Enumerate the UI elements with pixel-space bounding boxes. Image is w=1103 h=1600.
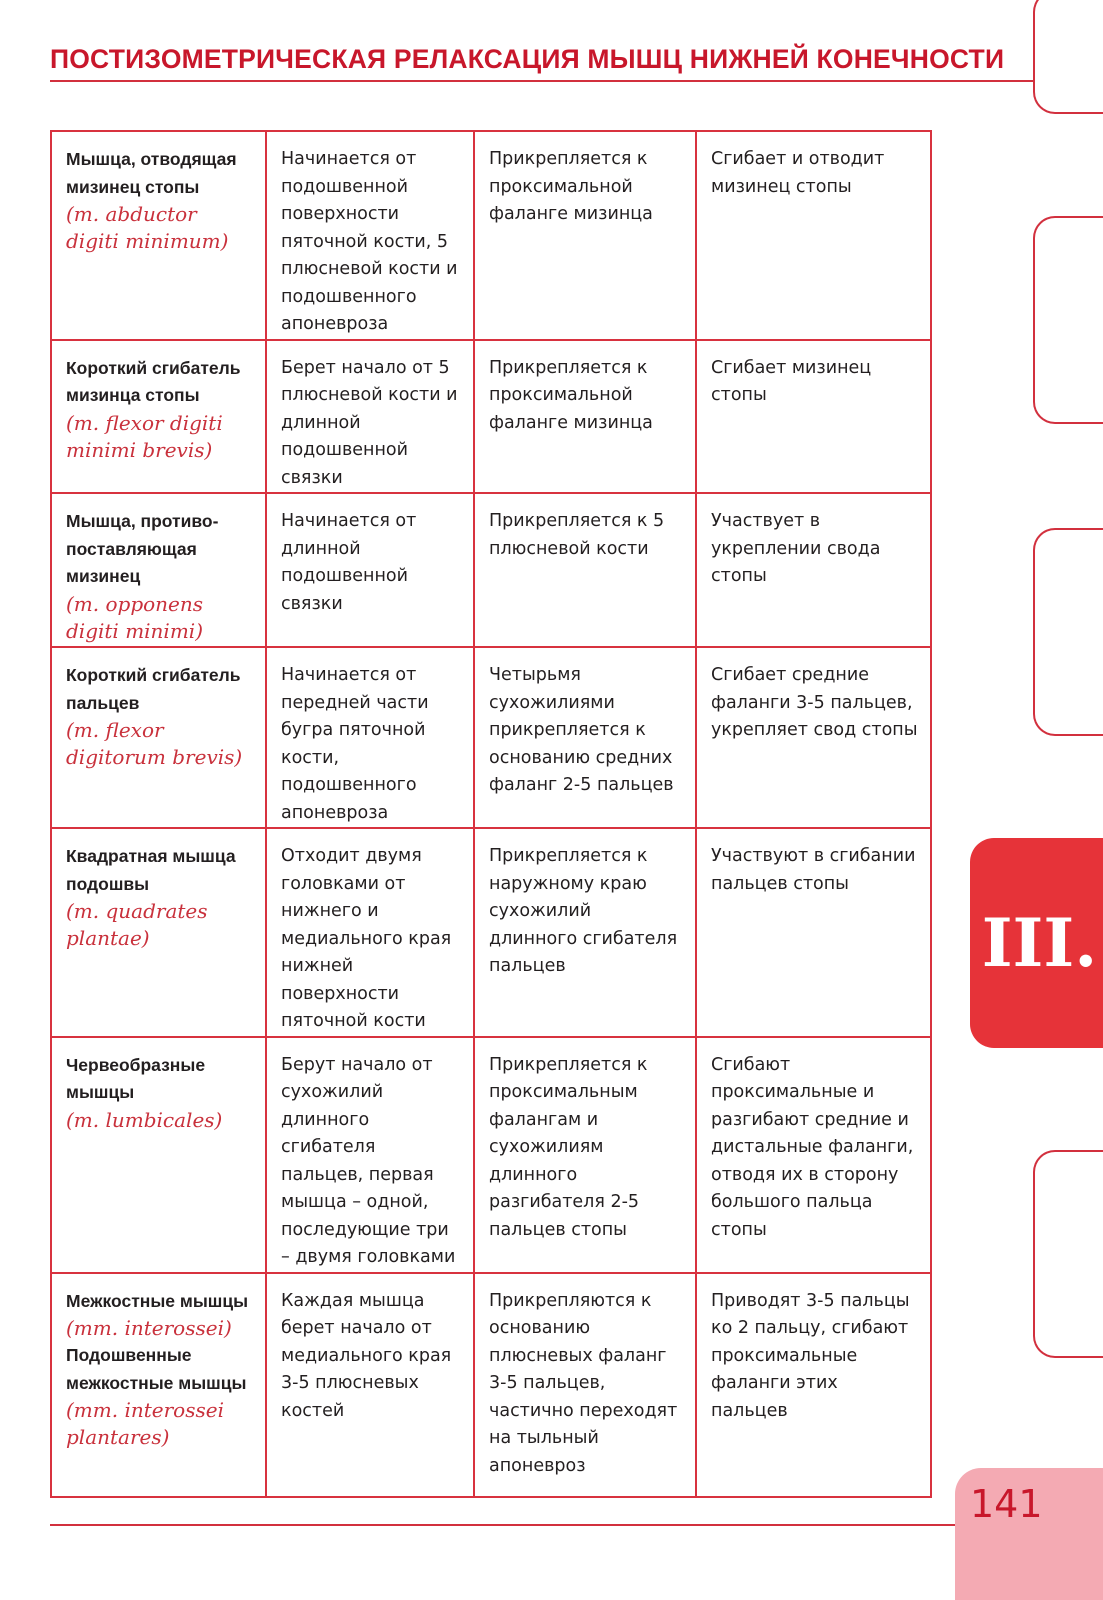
muscle-name-secondary: Подошвенные межкостные мышцы — [66, 1345, 247, 1393]
muscle-name: Червеобразные мышцы — [66, 1054, 206, 1102]
muscle-name: Межкостные мышцы — [66, 1290, 249, 1311]
muscle-latin-name: (m. abductor digiti minimum) — [66, 202, 229, 253]
muscle-latin-name: (m. lumbicales) — [66, 1107, 223, 1132]
muscle-latin-name: (m. quadrates plantae) — [66, 899, 208, 950]
muscle-name: Мышца, отводящая мизинец стопы — [66, 149, 237, 197]
muscle-name-cell — [51, 647, 266, 828]
muscle-name-cell — [51, 131, 266, 340]
muscle-name-cell — [51, 1273, 266, 1497]
table-row — [51, 1273, 931, 1497]
origin-cell: Берут начало от сухожилий длинного сгибателя пальцев, первая мышца – одной, последующие три – двумя головками — [266, 1037, 474, 1273]
side-tab-decoration — [1033, 0, 1103, 114]
muscle-name-cell — [51, 340, 266, 494]
side-tab-decoration — [1033, 528, 1103, 736]
origin-cell: Берет начало от 5 плюсневой кости и длинной подошвенной связки — [266, 340, 474, 494]
muscle-name: Квадратная мышца подошвы — [66, 846, 236, 894]
function-cell: Сгибает средние фаланги 3-5 пальцев, укрепляет свод стопы — [696, 647, 931, 828]
muscle-name-cell — [51, 828, 266, 1037]
side-tab-decoration — [1033, 1150, 1103, 1358]
origin-cell: Начинается от передней части бугра пяточной кости, подошвенного апоневроза — [266, 647, 474, 828]
table-row — [51, 1037, 931, 1273]
insertion-cell: Прикрепляются к основанию плюсневых фаланг 3-5 пальцев, частично переходят на тыльный апоневроз — [474, 1273, 696, 1497]
origin-cell: Отходит двумя головками от нижнего и медиального края нижней поверхности пяточной кости — [266, 828, 474, 1037]
insertion-cell: Прикрепляется к наружному краю сухожилий длинного сгибателя пальцев — [474, 828, 696, 1037]
function-cell: Приводят 3-5 пальцы ко 2 пальцу, сгибают проксимальные фаланги этих пальцев — [696, 1273, 931, 1497]
insertion-cell: Прикрепляется к проксимальной фаланге мизинца — [474, 131, 696, 340]
muscle-name: Короткий сгибатель мизинца стопы — [66, 357, 241, 405]
insertion-cell: Прикрепляется к проксимальной фаланге мизинца — [474, 340, 696, 494]
function-cell: Сгибает мизинец стопы — [696, 340, 931, 494]
page-number: 141 — [970, 1482, 1043, 1526]
muscle-latin-name: (m. flexor digiti minimi brevis) — [66, 410, 223, 462]
function-cell: Участвует в укреплении свода стопы — [696, 493, 931, 647]
function-cell: Сгибают проксимальные и разгибают средние и дистальные фаланги, отводя их в сторону большого пальца стопы — [696, 1037, 931, 1273]
table-row — [51, 340, 931, 494]
title-divider — [50, 80, 1035, 82]
function-cell: Сгибает и отводит мизинец стопы — [696, 131, 931, 340]
muscle-name-cell — [51, 493, 266, 647]
muscle-latin-name: (m. opponens digiti minimi) — [66, 591, 204, 643]
muscle-name: Короткий сгибатель пальцев — [66, 665, 241, 713]
table-row — [51, 131, 931, 340]
muscle-name: Мышца, противо-поставляющая мизинец — [66, 511, 219, 586]
origin-cell: Начинается от подошвенной поверхности пяточной кости, 5 плюсневой кости и подошвенного апоневроза — [266, 131, 474, 340]
muscle-latin-name-secondary: (mm. interossei plantares) — [66, 1398, 224, 1449]
muscle-latin-name: (m. flexor digitorum brevis) — [66, 718, 243, 769]
insertion-cell: Четырьмя сухожилиями прикрепляется к основанию средних фаланг 2-5 пальцев — [474, 647, 696, 828]
table-row — [51, 493, 931, 647]
section-tab[interactable]: III. — [970, 838, 1103, 1048]
footer-divider — [50, 1524, 955, 1526]
muscle-name-cell — [51, 1037, 266, 1273]
table-row — [51, 828, 931, 1037]
side-tab-decoration — [1033, 216, 1103, 424]
origin-cell: Начинается от длинной подошвенной связки — [266, 493, 474, 647]
muscle-table — [50, 130, 932, 1498]
insertion-cell: Прикрепляется к проксимальным фалангам и сухожилиям длинного разгибателя 2-5 пальцев стопы — [474, 1037, 696, 1273]
origin-cell: Каждая мышца берет начало от медиального края 3-5 плюсневых костей — [266, 1273, 474, 1497]
muscle-latin-name: (mm. interossei) — [66, 1316, 232, 1340]
insertion-cell: Прикрепляется к 5 плюсневой кости — [474, 493, 696, 647]
table-row — [51, 647, 931, 828]
page-title: ПОСТИЗОМЕТРИЧЕСКАЯ РЕЛАКСАЦИЯ МЫШЦ НИЖНЕЙ КОНЕЧНОСТИ — [50, 44, 1005, 74]
function-cell: Участвуют в сгибании пальцев стопы — [696, 828, 931, 1037]
